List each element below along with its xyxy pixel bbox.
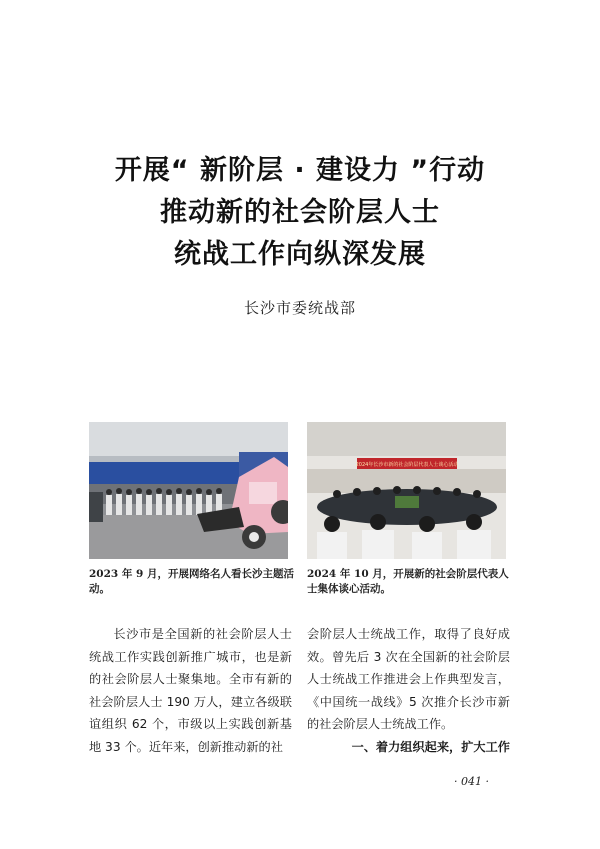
banner-text: 2024年长沙市新的社会阶层代表人士谈心活动 (355, 462, 459, 468)
body-paragraph-left: 长沙市是全国新的社会阶层人士统战工作实践创新推广城市，也是新的社会阶层人士聚集地。全市有新的社会阶层人士 190 万人，建立各级联谊组织 62 个，市级以上实践创新基地 33 个。近年来，创新推动新的社 (89, 627, 292, 754)
body-column-left (89, 623, 292, 758)
title-line-2: 推动新的社会阶层人士 (160, 197, 440, 228)
photo-meeting-scene (307, 422, 506, 559)
title-line-3: 统战工作向纵深发展 (174, 239, 426, 270)
body-paragraph-right: 会阶层人士统战工作，取得了良好成效。曾先后 3 次在全国新的社会阶层人士统战工作推进会上作典型发言，《中国统一战线》5 次推介长沙市新的社会阶层人士统战工作。 (307, 627, 510, 731)
article-title (0, 150, 600, 276)
caption-right: 2024 年 10 月，开展新的社会阶层代表人士集体谈心活动。 (307, 568, 509, 595)
photo-group-talk-event (307, 422, 506, 559)
section-heading: 一、着力组织起来，扩大工作 (351, 739, 510, 754)
body-column-right (307, 623, 510, 758)
caption-left: 2023 年 9 月，开展网络名人看长沙主题活动。 (89, 568, 294, 595)
page-number: · 041 · (454, 775, 489, 788)
photo-outdoor-scene (89, 422, 288, 559)
title-line-1: 开展“ 新阶层 · 建设力 ”行动 (114, 155, 486, 186)
author-line: 长沙市委统战部 (243, 299, 356, 317)
photo-network-celebrities-event (89, 422, 288, 559)
